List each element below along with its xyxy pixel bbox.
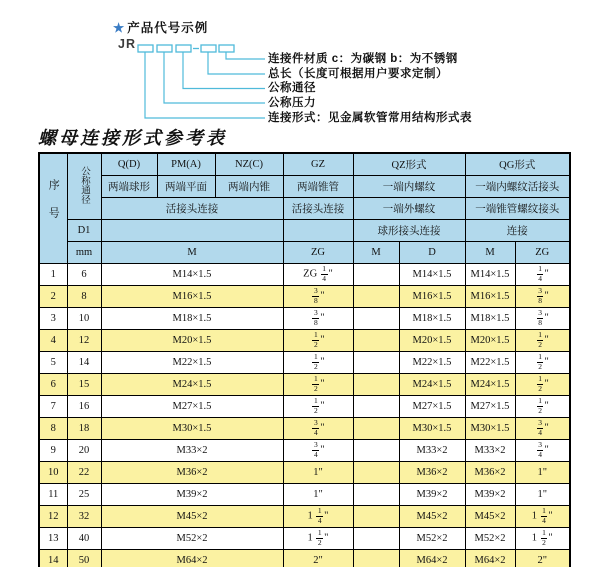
cell-gz-zg: 1" [283, 462, 353, 484]
fraction: $\frac{1}{4}$ [322, 264, 327, 283]
code-label-material: 连接件材质 c：为碳钢 b：为不锈钢 [268, 53, 458, 65]
cell-qg-zg: 1 $\frac{1}{2}$ " [515, 528, 570, 550]
cell-mm: 14 [67, 352, 101, 374]
cell-qg-m: M45×2 [465, 506, 515, 528]
product-code-prefix: JR [118, 37, 136, 51]
cell-gz-zg: $\frac{3}{4}$ " [283, 418, 353, 440]
table-row [39, 396, 570, 418]
fraction: $\frac{1}{2}$ [313, 396, 318, 415]
fraction: $\frac{1}{4}$ [538, 264, 542, 283]
nut-connection-reference-table [38, 152, 571, 567]
cell-qz-d: M27×1.5 [399, 396, 465, 418]
cell-qg-zg: $\frac{3}{4}$ " [515, 418, 570, 440]
cell-qz-m [353, 396, 399, 418]
table-title: 螺母连接形式参考表 [38, 128, 227, 148]
header-d-qz: D [399, 242, 465, 264]
cell-seq: 9 [39, 440, 67, 462]
header-q-desc: 两端球形 [101, 176, 157, 198]
header-m-qg: M [465, 242, 515, 264]
cell-qg-m: M16×1.5 [465, 286, 515, 308]
cell-qg-zg: $\frac{1}{4}$ " [515, 264, 570, 286]
cell-m: M52×2 [101, 528, 283, 550]
fraction: $\frac{3}{4}$ [313, 440, 318, 459]
cell-seq: 11 [39, 484, 67, 506]
cell-qz-m [353, 550, 399, 567]
cell-qz-d: M45×2 [399, 506, 465, 528]
cell-m: M27×1.5 [101, 396, 283, 418]
header-m-qz: M [353, 242, 399, 264]
cell-qz-m [353, 352, 399, 374]
cell-qz-m [353, 506, 399, 528]
fraction: $\frac{3}{4}$ [538, 440, 542, 459]
fraction: $\frac{1}{2}$ [538, 396, 542, 415]
cell-qg-zg: $\frac{3}{4}$ " [515, 440, 570, 462]
cell-gz-zg: $\frac{1}{2}$ " [283, 374, 353, 396]
cell-mm: 22 [67, 462, 101, 484]
header-zg-qg: ZG [515, 242, 570, 264]
cell-mm: 50 [67, 550, 101, 567]
header-col-gz: GZ [283, 153, 353, 176]
cell-qg-m: M33×2 [465, 440, 515, 462]
header-col-qg: QG形式 [465, 153, 570, 176]
code-box-5 [219, 45, 234, 52]
table-row [39, 286, 570, 308]
cell-qz-m [353, 374, 399, 396]
cell-mm: 15 [67, 374, 101, 396]
header-gz-connection: 活接头连接 [283, 198, 353, 220]
cell-mm: 40 [67, 528, 101, 550]
cell-qz-d: M33×2 [399, 440, 465, 462]
header-col-nz: NZ(C) [215, 153, 283, 176]
header-left-connection: 活接头连接 [101, 198, 283, 220]
cell-gz-zg: 2" [283, 550, 353, 567]
cell-mm: 8 [67, 286, 101, 308]
cell-m: M36×2 [101, 462, 283, 484]
cell-mm: 10 [67, 308, 101, 330]
header-nz-desc: 两端内锥 [215, 176, 283, 198]
code-label-pressure: 公称压力 [268, 97, 316, 109]
fraction: $\frac{3}{8}$ [313, 308, 318, 327]
cell-mm: 16 [67, 396, 101, 418]
cell-seq: 4 [39, 330, 67, 352]
cell-qz-m [353, 330, 399, 352]
header-mm: mm [67, 242, 101, 264]
header-gz-desc: 两端锥管 [283, 176, 353, 198]
table-row [39, 264, 570, 286]
code-box-4 [201, 45, 216, 52]
header-qz-desc: 一端内螺纹 [353, 176, 465, 198]
cell-m: M16×1.5 [101, 286, 283, 308]
product-code-title-text: 产品代号示例 [127, 21, 209, 35]
cell-qg-zg: 1 $\frac{1}{4}$ " [515, 506, 570, 528]
cell-qz-d: M14×1.5 [399, 264, 465, 286]
cell-qg-zg: $\frac{3}{8}$ " [515, 286, 570, 308]
cell-qg-m: M30×1.5 [465, 418, 515, 440]
cell-qg-m: M24×1.5 [465, 374, 515, 396]
cell-seq: 1 [39, 264, 67, 286]
header-qz-connection: 球形接头连接 [353, 220, 465, 242]
header-blank-gz [283, 220, 353, 242]
table-body [39, 264, 570, 567]
cell-m: M39×2 [101, 484, 283, 506]
cell-m: M24×1.5 [101, 374, 283, 396]
cell-qz-d: M36×2 [399, 462, 465, 484]
cell-gz-zg: 1" [283, 484, 353, 506]
code-box-1 [138, 45, 153, 52]
table-row [39, 330, 570, 352]
cell-m: M45×2 [101, 506, 283, 528]
cell-m: M64×2 [101, 550, 283, 567]
cell-qz-m [353, 440, 399, 462]
cell-mm: 18 [67, 418, 101, 440]
cell-qg-zg: 1" [515, 462, 570, 484]
fraction: $\frac{1}{2}$ [538, 352, 542, 371]
cell-qz-d: M64×2 [399, 550, 465, 567]
cell-qg-zg: $\frac{1}{2}$ " [515, 374, 570, 396]
cell-seq: 5 [39, 352, 67, 374]
fraction: $\frac{1}{4}$ [317, 506, 322, 525]
cell-mm: 32 [67, 506, 101, 528]
cell-mm: 20 [67, 440, 101, 462]
cell-gz-zg: 1 $\frac{1}{4}$ " [283, 506, 353, 528]
cell-qz-d: M30×1.5 [399, 418, 465, 440]
cell-qg-m: M18×1.5 [465, 308, 515, 330]
header-blank-left [101, 220, 283, 242]
code-label-diameter: 公称通径 [268, 82, 316, 94]
cell-gz-zg: $\frac{3}{8}$ " [283, 286, 353, 308]
cell-seq: 8 [39, 418, 67, 440]
header-qz-desc2: 一端外螺纹 [353, 198, 465, 220]
cell-m: M33×2 [101, 440, 283, 462]
cell-m: M30×1.5 [101, 418, 283, 440]
table-row [39, 308, 570, 330]
fraction: $\frac{3}{8}$ [538, 286, 542, 305]
header-col-q: Q(D) [101, 153, 157, 176]
cell-seq: 2 [39, 286, 67, 308]
code-label-connection: 连接形式：见金属软管常用结构形式表 [268, 112, 472, 124]
table-row [39, 440, 570, 462]
header-qg-desc2: 一端锥管螺纹接头 [465, 198, 570, 220]
cell-mm: 25 [67, 484, 101, 506]
cell-qg-m: M64×2 [465, 550, 515, 567]
header-zg-gz: ZG [283, 242, 353, 264]
cell-m: M20×1.5 [101, 330, 283, 352]
header-m-wide: M [101, 242, 283, 264]
cell-qz-m [353, 418, 399, 440]
cell-qz-m [353, 528, 399, 550]
cell-seq: 7 [39, 396, 67, 418]
cell-qz-m [353, 308, 399, 330]
cell-m: M14×1.5 [101, 264, 283, 286]
fraction: $\frac{1}{4}$ [542, 506, 546, 525]
cell-m: M22×1.5 [101, 352, 283, 374]
table-header [39, 153, 570, 264]
fraction: $\frac{1}{2}$ [317, 528, 322, 547]
code-label-length: 总长（长度可根据用户要求定制） [268, 68, 448, 80]
cell-qz-m [353, 484, 399, 506]
cell-gz-zg: $\frac{1}{2}$ " [283, 396, 353, 418]
header-seq: 序号 [39, 153, 67, 264]
table-row [39, 528, 570, 550]
cell-qz-m [353, 264, 399, 286]
cell-qg-zg: $\frac{1}{2}$ " [515, 396, 570, 418]
cell-seq: 6 [39, 374, 67, 396]
header-qg-desc: 一端内螺纹活接头 [465, 176, 570, 198]
cell-qg-zg: $\frac{3}{8}$ " [515, 308, 570, 330]
cell-qz-m [353, 286, 399, 308]
fraction: $\frac{3}{8}$ [313, 286, 318, 305]
fraction: $\frac{3}{4}$ [538, 418, 542, 437]
cell-qg-zg: 1" [515, 484, 570, 506]
table-row [39, 418, 570, 440]
table-row [39, 352, 570, 374]
fraction: $\frac{1}{2}$ [313, 374, 318, 393]
fraction: $\frac{1}{2}$ [313, 352, 318, 371]
fraction: $\frac{1}{2}$ [313, 330, 318, 349]
header-col-pm: PM(A) [157, 153, 215, 176]
code-box-3 [176, 45, 191, 52]
cell-qz-d: M52×2 [399, 528, 465, 550]
fraction: $\frac{3}{4}$ [313, 418, 318, 437]
connector-lines [145, 52, 265, 118]
table-row [39, 550, 570, 567]
cell-qg-zg: $\frac{1}{2}$ " [515, 330, 570, 352]
table-row [39, 374, 570, 396]
cell-qg-m: M39×2 [465, 484, 515, 506]
fraction: $\frac{1}{2}$ [542, 528, 546, 547]
cell-seq: 14 [39, 550, 67, 567]
table-row [39, 484, 570, 506]
cell-qg-m: M36×2 [465, 462, 515, 484]
cell-qz-d: M16×1.5 [399, 286, 465, 308]
code-box-2 [157, 45, 172, 52]
cell-qg-m: M14×1.5 [465, 264, 515, 286]
header-col-qz: QZ形式 [353, 153, 465, 176]
cell-seq: 3 [39, 308, 67, 330]
cell-qz-d: M20×1.5 [399, 330, 465, 352]
cell-qg-m: M52×2 [465, 528, 515, 550]
fraction: $\frac{3}{8}$ [538, 308, 542, 327]
star-icon: ★ [113, 21, 126, 35]
cell-gz-zg: $\frac{1}{2}$ " [283, 352, 353, 374]
cell-gz-zg: $\frac{1}{2}$ " [283, 330, 353, 352]
cell-qz-d: M39×2 [399, 484, 465, 506]
cell-m: M18×1.5 [101, 308, 283, 330]
cell-qg-zg: $\frac{1}{2}$ " [515, 352, 570, 374]
header-diameter: 公称通径 [67, 153, 101, 220]
table-row [39, 462, 570, 484]
header-pm-desc: 两端平面 [157, 176, 215, 198]
cell-qg-m: M27×1.5 [465, 396, 515, 418]
table-row [39, 506, 570, 528]
header-qg-connection: 连接 [465, 220, 570, 242]
cell-qg-m: M22×1.5 [465, 352, 515, 374]
cell-qz-d: M18×1.5 [399, 308, 465, 330]
cell-gz-zg: ZG $\frac{1}{4}$ " [283, 264, 353, 286]
cell-qg-m: M20×1.5 [465, 330, 515, 352]
cell-gz-zg: 1 $\frac{1}{2}$ " [283, 528, 353, 550]
cell-seq: 13 [39, 528, 67, 550]
cell-seq: 10 [39, 462, 67, 484]
fraction: $\frac{1}{2}$ [538, 374, 542, 393]
cell-qg-zg: 2" [515, 550, 570, 567]
cell-mm: 6 [67, 264, 101, 286]
cell-qz-d: M22×1.5 [399, 352, 465, 374]
cell-qz-d: M24×1.5 [399, 374, 465, 396]
cell-qz-m [353, 462, 399, 484]
cell-gz-zg: $\frac{3}{8}$ " [283, 308, 353, 330]
fraction: $\frac{1}{2}$ [538, 330, 542, 349]
cell-mm: 12 [67, 330, 101, 352]
header-d1: D1 [67, 220, 101, 242]
cell-gz-zg: $\frac{3}{4}$ " [283, 440, 353, 462]
cell-seq: 12 [39, 506, 67, 528]
